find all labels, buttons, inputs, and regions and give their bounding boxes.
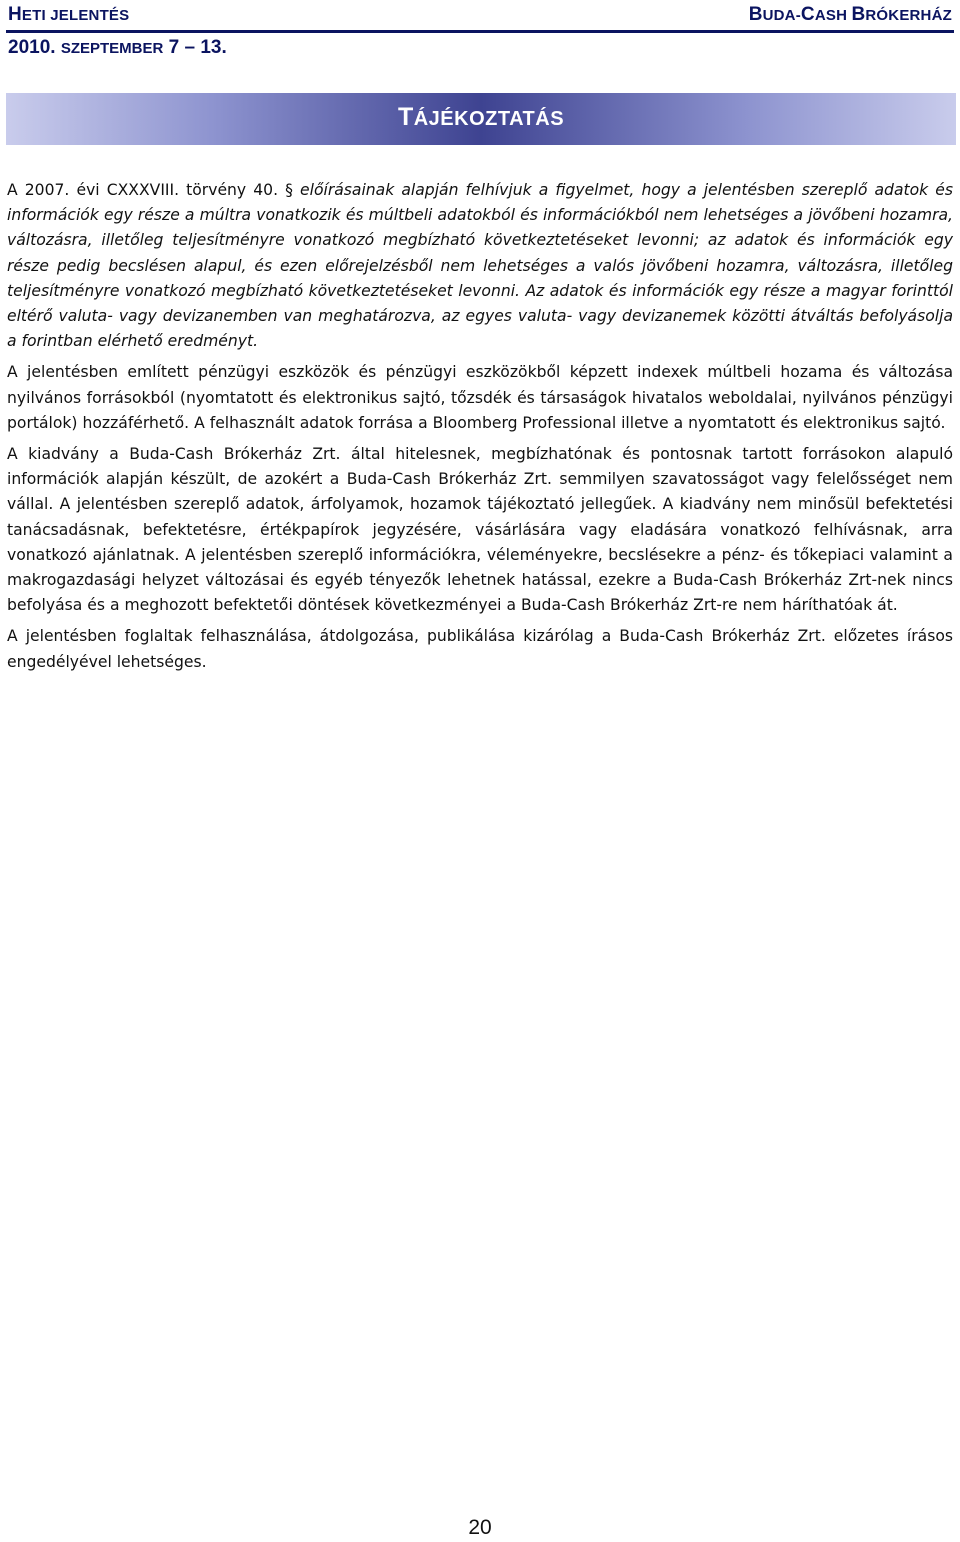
report-title (8, 4, 129, 26)
paragraph-legal-notice-intro: A 2007. évi CXXXVIII. törvény 40. § (7, 181, 301, 199)
paragraph-data-sources: A jelentésben említett pénzügyi eszközök és pénzügyi eszközökből képzett indexek múltbeli hozama és változása nyilvános forrásokból (nyomtatott és elektronikus sajtó, tőzsdék és társaságok hivatalos weboldalai, nyilvános pénzügyi portálok) hozzáférhető. A felhasznált adatok forrása a Bloomberg Professional illetve a nyomtatott és elektronikus sajtó. (7, 363, 953, 432)
section-title-lead: T (397, 103, 414, 131)
company-name-part: B (748, 4, 763, 25)
company-name (749, 4, 952, 26)
header-divider (6, 30, 954, 33)
paragraph-legal-notice-italic: előírásainak alapján felhívjuk a figyelmet, hogy a jelentésben szereplő adatok és információk egy része a múltra vonatkozik és múltbeli adatokból és információkból nem lehetséges a jövőbeni hozamra, változásra, illetőleg teljesítményre vonatkozó megbízható következtetéseket levonni; az adatok és információk egy része pedig becslésen alapul, és ezen előrejelzésből nem lehetséges a valós jövőbeni hozamra, változásra, illetőleg teljesítményre vonatkozó megbízható következtetéseket levonni. Az adatok és információk egy része a magyar forinttól eltérő valuta- vagy devizanemben van meghatározva, az egyes valuta- vagy devizanemek közötti átváltás befolyásolja a forintban elérhető eredményt. (7, 181, 953, 351)
section-banner (6, 93, 956, 145)
company-name-part: UDA- (762, 7, 801, 24)
page-header (6, 0, 954, 66)
paragraph-usage-rights: A jelentésben foglaltak felhasználása, átdolgozása, publikálása kizárólag a Buda-Cash Brókerház Zrt. előzetes írásos engedélyével lehetséges. (7, 627, 953, 671)
company-name-part: C (800, 4, 815, 25)
report-date-year: 2010. (8, 37, 61, 58)
company-name-part: RÓKERHÁZ (865, 7, 952, 24)
paragraph-liability: A kiadvány a Buda-Cash Brókerház Zrt. által hitelesnek, megbízhatónak és pontosnak tartott forrásokon alapuló információk alapján készült, de azokért a Buda-Cash Brókerház Zrt. semmilyen szavatosságot vagy felelősséget nem vállal. A jelentésben szereplő adatok, árfolyamok, hozamok tájékoztató jellegűek. A kiadvány nem minősül befektetési tanácsadásnak, befektetésre, értékpapírok jegyzésére, vásárlására vagy eladására vonatkozó felhívásnak, arra vonatkozó ajánlatnak. A jelentésben szereplő információkra, véleményekre, becslésekre a pénz- és tőkepiaci valamint a makrogazdasági helyzet változásai és egyéb tényezők lehetnek hatással, ezekre a Buda-Cash Brókerház Zrt-nek nincs befolyása és a meghozott befektetői döntések következményei a Buda-Cash Brókerház Zrt-re nem háríthatóak át. (7, 445, 953, 615)
report-date-month: SZEPTEMBER (60, 40, 164, 57)
paragraph-legal-notice (7, 178, 953, 354)
section-title-rest: ÁJÉKOZTATÁS (413, 108, 565, 130)
company-name-part: ASH (814, 7, 852, 24)
page-number: 20 (468, 1516, 492, 1539)
disclaimer-body (7, 178, 953, 681)
report-date (8, 37, 227, 59)
report-date-days: 7 – 13. (163, 37, 227, 58)
section-title (6, 103, 956, 132)
company-name-part: B (851, 4, 866, 25)
report-title-rest: ETI JELENTÉS (21, 7, 130, 24)
report-title-lead: H (8, 4, 22, 25)
